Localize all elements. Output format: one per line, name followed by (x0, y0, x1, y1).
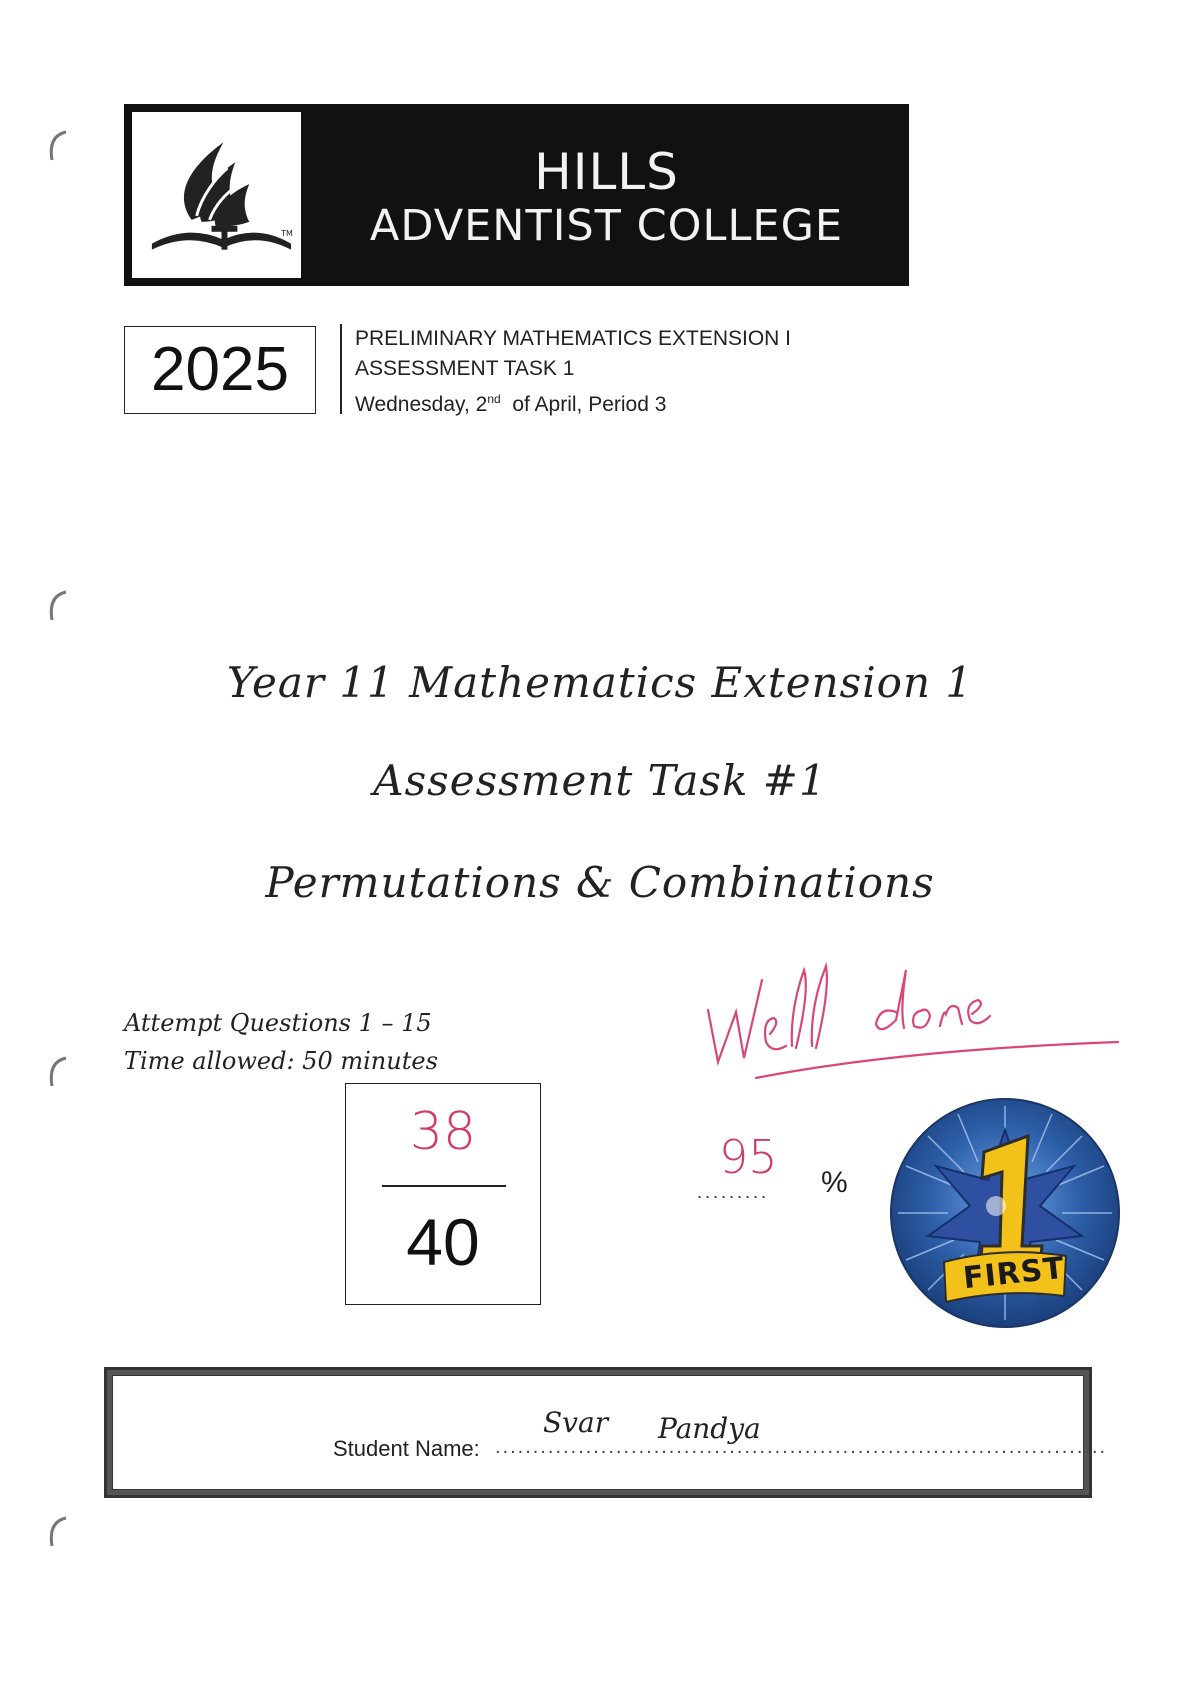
student-name-label: Student Name: (333, 1436, 480, 1461)
college-logo (130, 110, 303, 280)
title-assessment-task: Assessment Task #1 (373, 756, 827, 805)
percent-sign: % (821, 1166, 848, 1199)
year-box: 2025 (124, 326, 316, 414)
percentage-value: 95 (719, 1130, 778, 1184)
teacher-comment-well-done (700, 950, 1120, 1080)
college-name-line2: ADVENTIST COLLEGE (369, 201, 844, 251)
instructions (124, 1004, 438, 1080)
date-suffix: of April, Period 3 (500, 393, 667, 416)
adventist-flame-bible-icon (132, 112, 301, 278)
punch-hole-mark (44, 128, 74, 164)
task-name: ASSESSMENT TASK 1 (355, 357, 575, 380)
student-last-name: Pandya (658, 1412, 761, 1445)
fraction-line (382, 1185, 506, 1187)
college-name (306, 144, 907, 252)
svg-text:TM: TM (281, 228, 293, 238)
sticker-text: FIRST (961, 1250, 1067, 1297)
punch-hole-mark (44, 588, 74, 624)
first-place-sticker (888, 1096, 1122, 1330)
college-name-line1: HILLS (534, 143, 679, 201)
time-allowed: Time allowed: 50 minutes (124, 1047, 438, 1075)
student-first-name: Svar (543, 1406, 609, 1439)
date-suffix-ordinal: nd (487, 392, 501, 406)
percentage (695, 1130, 855, 1210)
course-name: PRELIMINARY MATHEMATICS EXTENSION I (355, 327, 792, 350)
attempt-questions: Attempt Questions 1 – 15 (124, 1009, 432, 1037)
score-obtained: 38 (409, 1102, 477, 1162)
percentage-dots: ......... (697, 1182, 770, 1202)
student-name-dots: ................................................................................. (495, 1436, 1108, 1458)
punch-hole-mark (44, 1514, 74, 1550)
score-total: 40 (406, 1205, 480, 1279)
student-name-panel (112, 1375, 1108, 1490)
college-banner (124, 104, 909, 286)
task-date (355, 384, 791, 420)
divider (340, 324, 342, 414)
title-year-course: Year 11 Mathematics Extension 1 (226, 658, 974, 707)
title-topic: Permutations & Combinations (265, 858, 935, 907)
task-info (355, 324, 791, 420)
student-name-frame (104, 1367, 1108, 1498)
punch-hole-mark (44, 1054, 74, 1090)
score-box (345, 1083, 541, 1305)
date-prefix: Wednesday, 2 (355, 393, 488, 416)
